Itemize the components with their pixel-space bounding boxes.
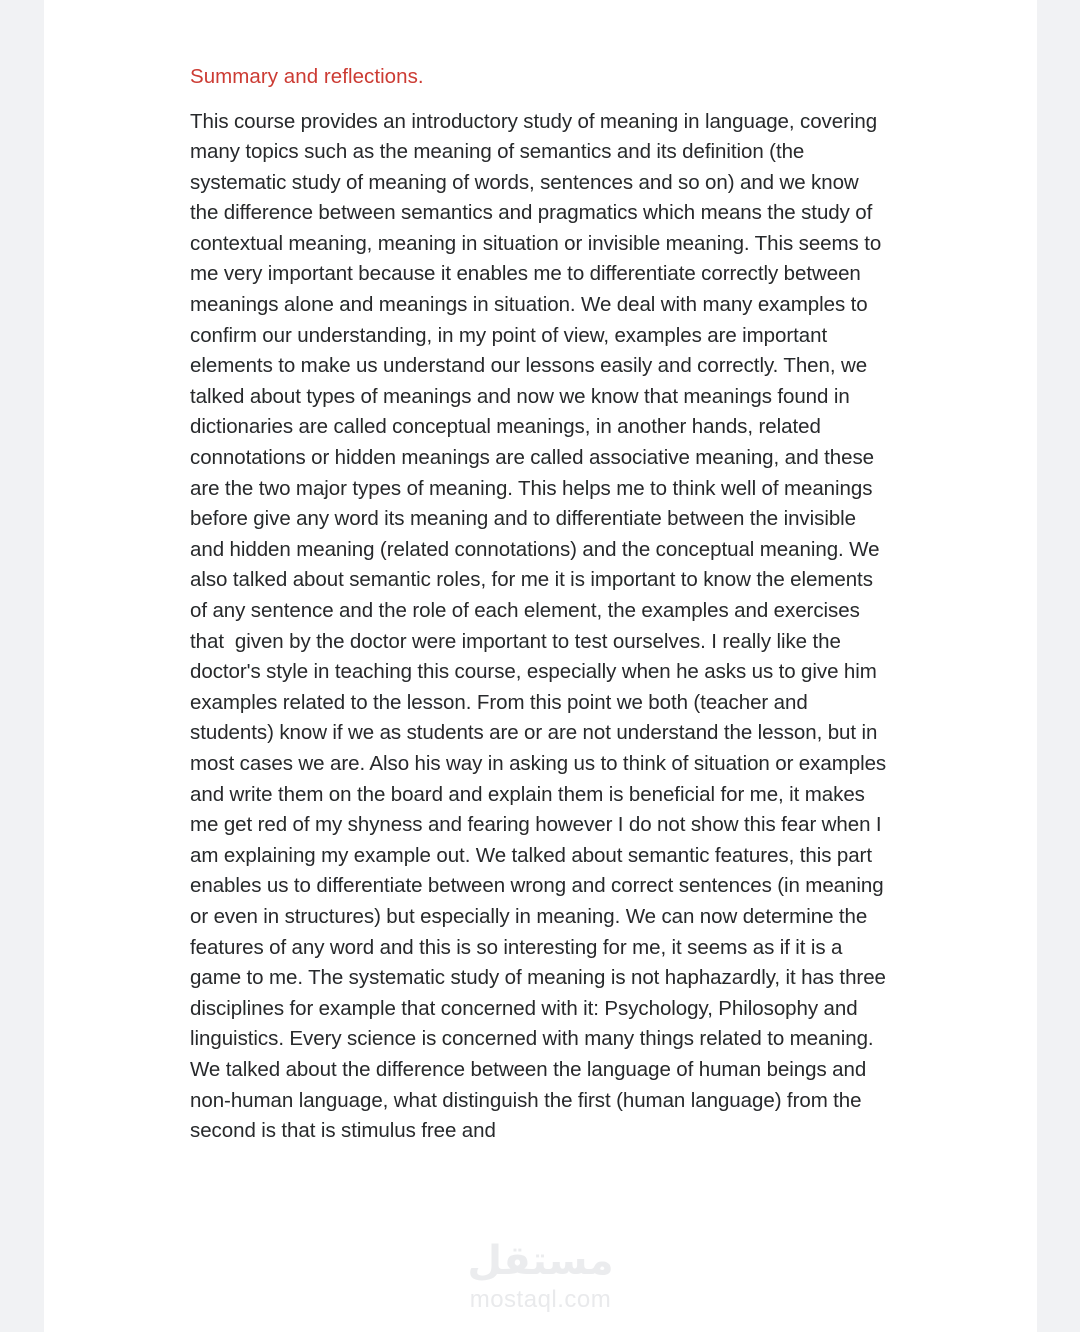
document-paragraph: This course provides an introductory study of meaning in language, covering many topics such as the meaning of semantics and its definition (the systematic study of meaning of words, sentences and so on) and we know the difference between semantics and pragmatics which means the study of contextual meaning, meaning in situation or invisible meaning. This seems to me very important because it enables me to differentiate correctly between meanings alone and meanings in situation. We deal with many examples to confirm our understanding, in my point of view, examples are important elements to make us understand our lessons easily and correctly. Then, we talked about types of meanings and now we know that meanings found in dictionaries are called conceptual meanings, in another hands, related connotations or hidden meanings are called associative meaning, and these are the two major types of meaning. This helps me to think well of meanings before give any word its meaning and to differentiate between the invisible and hidden meaning (related connotations) and the conceptual meaning. We also talked about semantic roles, for me it is important to know the elements of any sentence and the role of each element, the examples and exercises that given by the doctor were important to test ourselves. I really like the doctor's style in teaching this course, especially when he asks us to give him examples related to the lesson. From this point we both (teacher and students) know if we as students are or are not understand the lesson, but in most cases we are. Also his way in asking us to think of situation or examples and write them on the board and explain them is beneficial for me, it makes me get red of my shyness and fearing however I do not show this fear when I am explaining my example out. We talked about semantic features, this part enables us to differentiate between wrong and correct sentences (in meaning or even in structures) but especially in meaning. We can now determine the features of any word and this is so interesting for me, it seems as if it is a game to me. The systematic study of meaning is not haphazardly, it has three disciplines for example that concerned with it: Psychology, Philosophy and linguistics. Every science is concerned with many things related to meaning. We talked about the difference between the language of human beings and non-human language, what distinguish the first (human language) from the second is that is stimulus free and: [190, 109, 892, 1143]
document-heading: Summary and reflections.: [190, 65, 424, 88]
document-text-column: [190, 62, 890, 1147]
watermark-arabic-logo: مستقل: [467, 1238, 614, 1284]
watermark-domain-text: mostaql.com: [469, 1286, 612, 1313]
mostaql-watermark: [44, 1238, 1037, 1314]
document-page-sheet: [44, 0, 1037, 1332]
